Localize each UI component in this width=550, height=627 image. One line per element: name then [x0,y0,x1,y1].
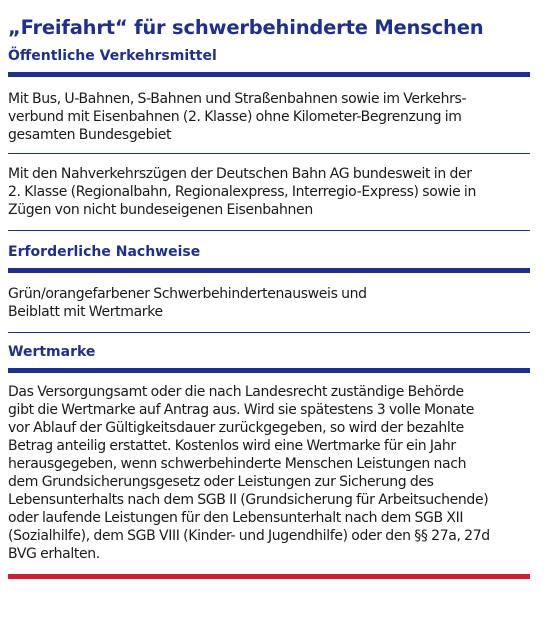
paragraph-local-transport: Mit Bus, U-Bahnen, S-Bahnen und Straßenbahnen sowie im Verkehrs- verbund mit Eisenbahnen (2. Klasse) ohne Kilometer-Begrenzung im gesamten Bundesgebiet [8,91,467,143]
paragraph-regional-trains: Mit den Nahverkehrszügen der Deutschen Bahn AG bundesweit in der 2. Klasse (Regionalbahn, Regionalexpress, Interregio-Express) sowie in Zügen von nicht bundeseigenen Eisenbahnen [8,166,476,218]
page-title: „Freifahrt“ für schwerbehinderte Menschen [8,16,484,39]
footer-rule [8,574,530,579]
section-heading-required-proof: Erforderliche Nachweise [8,244,201,260]
section-required-proof [8,231,530,333]
section-value-stamp [8,333,530,579]
paragraph-proof-documents: Grün/orangefarbener Schwerbehindertenausweis und Beiblatt mit Wertmarke [8,286,367,320]
document-page [8,16,530,579]
section-heading-value-stamp: Wertmarke [8,344,96,360]
paragraph-value-stamp-details: Das Versorgungsamt oder die nach Landesrecht zuständige Behörde gibt die Wertmarke auf Antrag aus. Wird sie spätestens 3 volle Monate vor Ablauf der Gültigkeitsdauer zurückgegeben, so wird der bezahlte Betrag anteilig erstattet. Kostenlos wird eine Wertmarke für ein Jahr herausgegeben, wenn schwerbehinderte Menschen Leistungen nach dem Grundsicherungsgesetz oder Leistungen zur Sicherung des Lebensunterhalts nach dem SGB II (Grundsicherung für Arbeitsuchende) oder laufende Leistungen für den Lebensunterhalt nach dem SGB XII (Sozialhilfe), dem SGB VIII (Kinder- und Jugendhilfe) oder den §§ 27a, 27d BVG erhalten. [8,384,490,562]
section-public-transport [8,47,530,231]
section-heading-public-transport: Öffentliche Verkehrsmittel [8,48,217,64]
